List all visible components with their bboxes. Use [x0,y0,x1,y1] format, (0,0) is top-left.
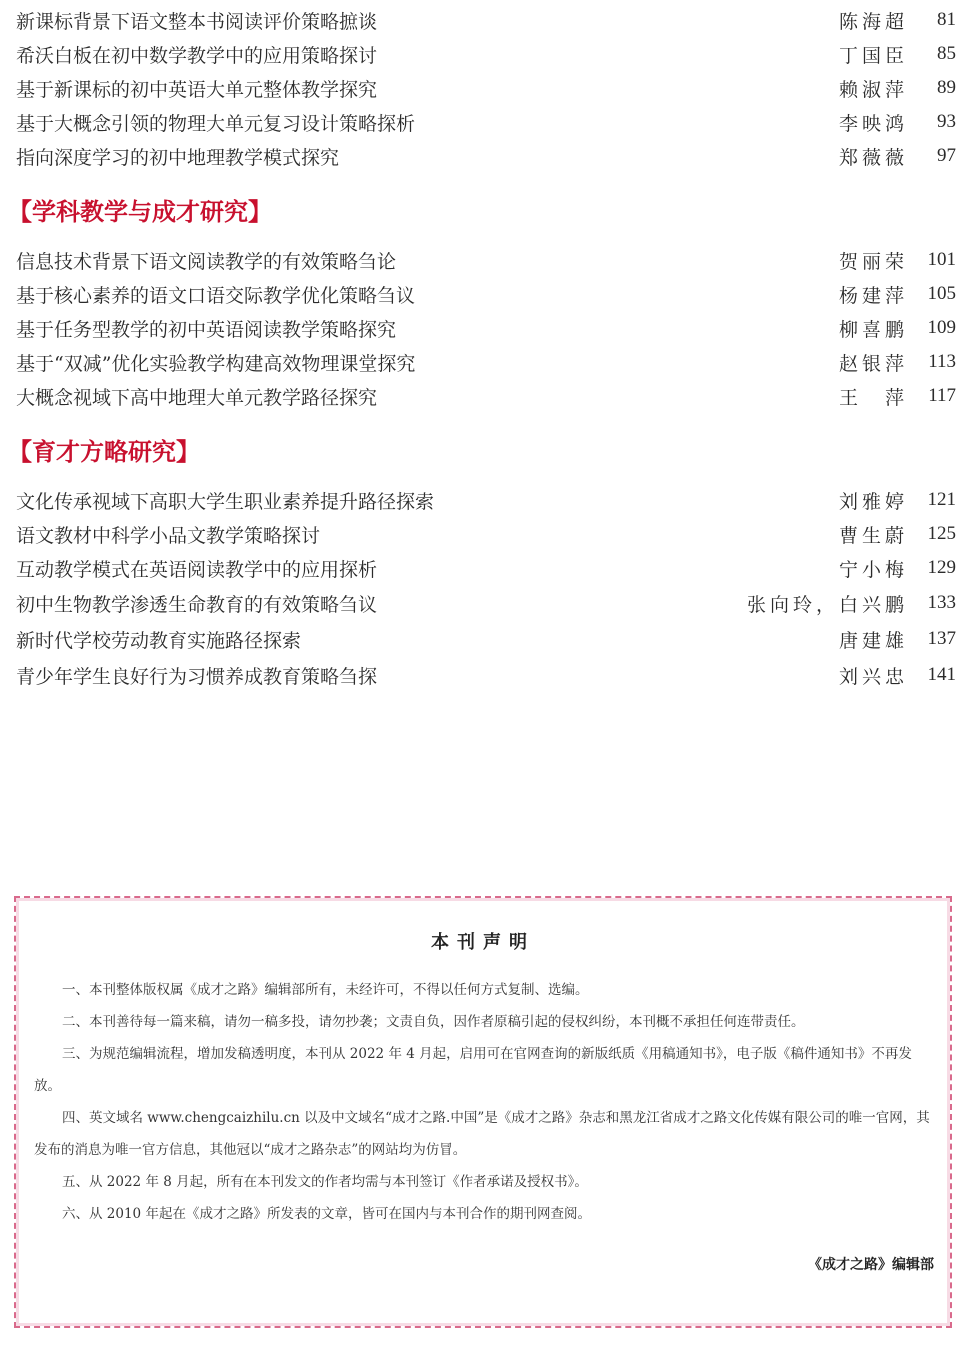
toc-entry-author: 郑薇薇 [838,146,908,169]
toc-entry-page: 81 [937,9,956,30]
toc-entry[interactable] [16,586,956,620]
notice-paragraph: 三、为规范编辑流程，增加发稿透明度，本刊从 2022 年 4 月起，启用可在官网查询的新版纸质《用稿通知书》，电子版《稿件通知书》不再发放。 [34,1046,912,1094]
toc-entry-author: 杨建萍 [838,284,908,307]
notice-title: 本刊声明 [431,932,535,953]
toc-entry-author: 赵银萍 [838,352,908,375]
toc-entry-author: 李映鸿 [838,112,908,135]
toc-entry-title: 指向深度学习的初中地理教学模式探究 [16,146,340,169]
notice-paragraph: 二、本刊善待每一篇来稿，请勿一稿多投，请勿抄袭；文责自负，因作者原稿引起的侵权纠纷，本刊概不承担任何连带责任。 [62,1014,805,1030]
toc-entry-author: 刘雅婷 [838,490,908,513]
toc-entry-title: 基于新课标的初中英语大单元整体教学探究 [16,78,378,101]
toc-entry-title: 希沃白板在初中数学教学中的应用策略探讨 [16,44,378,67]
toc-entry[interactable] [16,345,956,379]
journal-notice-box [14,896,952,1328]
toc-entry[interactable] [16,551,956,585]
toc-entry-page: 101 [927,249,956,270]
toc-entry-page: 141 [927,664,956,685]
toc-entry-page: 109 [927,317,956,338]
toc-entry[interactable] [16,311,956,345]
notice-paragraph: 四、英文域名 www.chengcaizhilu.cn 以及中文域名“成才之路.中国”是《成才之路》杂志和黑龙江省成才之路文化传媒有限公司的唯一官网，其发布的消息为唯一官方信息，其他冠以“成才之路杂志”的网站均为仿冒。 [34,1110,930,1158]
toc-entry-author: 王 萍 [838,386,908,409]
toc-entry-author: 唐建雄 [838,629,908,652]
toc-entry[interactable] [16,105,956,139]
notice-paragraph: 五、从 2022 年 8 月起，所有在本刊发文的作者均需与本刊签订《作者承诺及授权书》。 [62,1174,588,1190]
toc-entry-author: 陈海超 [838,10,908,33]
toc-entry-author: 贺丽荣 [838,250,908,273]
toc-entry-page: 129 [927,557,956,578]
toc-entry-page: 121 [927,489,956,510]
toc-entry-page: 125 [927,523,956,544]
toc-entry-page: 97 [937,145,956,166]
toc-entry-page: 89 [937,77,956,98]
notice-paragraph: 六、从 2010 年起在《成才之路》所发表的文章，皆可在国内与本刊合作的期刊网查阅。 [62,1206,591,1222]
toc-entry-page: 105 [927,283,956,304]
toc-entry-title: 语文教材中科学小品文教学策略探讨 [16,524,321,547]
toc-entry[interactable] [16,243,956,277]
section-heading-talent-cultivation: 【育才方略研究】 [8,438,200,466]
toc-entry[interactable] [16,277,956,311]
toc-entry-author: 柳喜鹏 [838,318,908,341]
toc-entry-title: 新时代学校劳动教育实施路径探索 [16,629,302,652]
toc-entry-page: 113 [928,351,956,372]
toc-entry-author: 赖淑萍 [838,78,908,101]
toc-entry-title: 互动教学模式在英语阅读教学中的应用探析 [16,558,378,581]
toc-entry-page: 133 [927,592,956,613]
toc-entry-page: 85 [937,43,956,64]
toc-entry[interactable] [16,517,956,551]
toc-entry[interactable] [16,139,956,173]
toc-entry[interactable] [16,71,956,105]
toc-entry[interactable] [16,37,956,71]
toc-entry-page: 93 [937,111,956,132]
toc-entry-author: 宁小梅 [838,558,908,581]
section-heading-subject-teaching: 【学科教学与成才研究】 [8,198,272,226]
toc-entry-author: 曹生蔚 [838,524,908,547]
toc-entry-title: 新课标背景下语文整本书阅读评价策略摭谈 [16,10,378,33]
notice-signature: 《成才之路》编辑部 [808,1257,934,1273]
toc-entry-title: 大概念视域下高中地理大单元教学路径探究 [16,386,378,409]
toc-entry-title: 基于任务型教学的初中英语阅读教学策略探究 [16,318,397,341]
toc-entry-title: 信息技术背景下语文阅读教学的有效策略刍论 [16,250,397,273]
toc-entry[interactable] [16,379,956,413]
notice-body [34,974,936,1230]
toc-entry-author: 张向玲，白兴鹏 [746,593,908,616]
toc-entry-author: 丁国臣 [838,44,908,67]
toc-entry-title: 青少年学生良好行为习惯养成教育策略刍探 [16,665,378,688]
toc-entry[interactable] [16,622,956,656]
toc-entry-author: 刘兴忠 [838,665,908,688]
toc-entry[interactable] [16,658,956,692]
toc-entry[interactable] [16,3,956,37]
toc-entry-title: 基于大概念引领的物理大单元复习设计策略探析 [16,112,416,135]
notice-paragraph: 一、本刊整体版权属《成才之路》编辑部所有，未经许可，不得以任何方式复制、选编。 [62,982,589,998]
toc-entry-title: 基于核心素养的语文口语交际教学优化策略刍议 [16,284,416,307]
toc-entry-page: 137 [927,628,956,649]
toc-entry-title: 基于“双减”优化实验教学构建高效物理课堂探究 [16,352,416,375]
toc-entry-title: 初中生物教学渗透生命教育的有效策略刍议 [16,593,378,616]
toc-entry[interactable] [16,483,956,517]
toc-entry-page: 117 [928,385,956,406]
toc-entry-title: 文化传承视域下高职大学生职业素养提升路径探索 [16,490,435,513]
